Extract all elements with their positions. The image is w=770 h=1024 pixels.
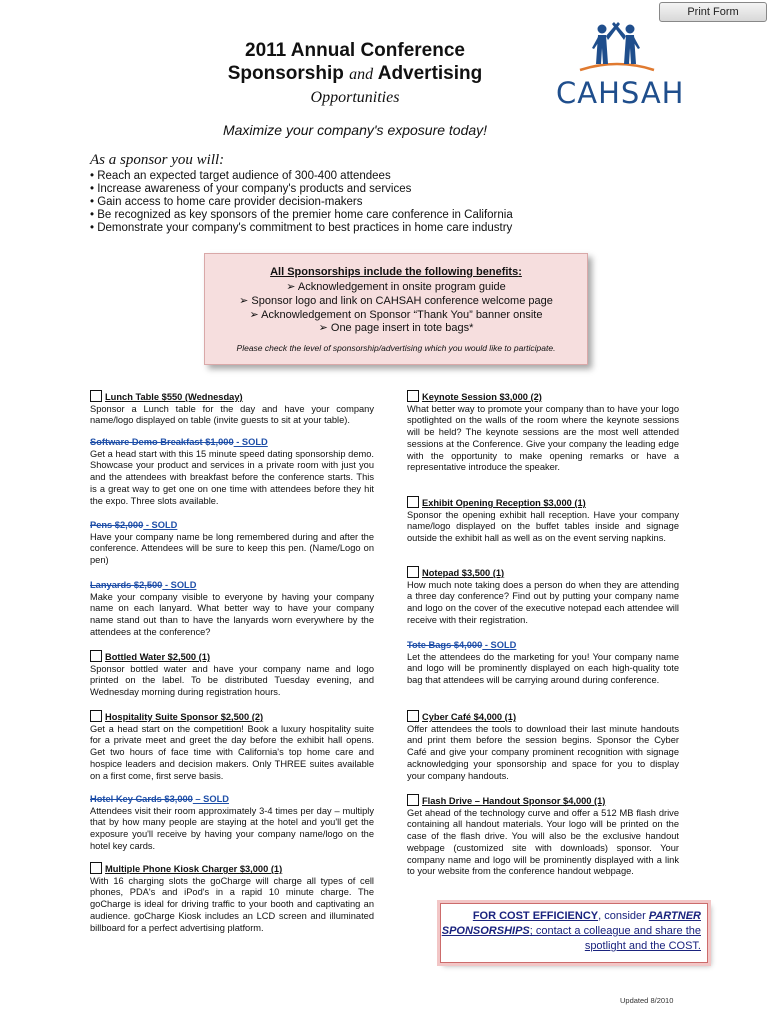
- option-description: Attendees visit their room approximately 3-4 times per day – multiply that by how many people are staying at the hotel and you'll get the exposure you'll receive by having your company name/logo on the hotel key cards.: [90, 805, 374, 851]
- benefit-item: ➢ Acknowledgement in onsite program guide: [286, 281, 506, 293]
- left-options-column: [90, 390, 374, 933]
- option-title: Exhibit Opening Reception $3,000 (1): [422, 498, 586, 508]
- option-description: Make your company visible to everyone by having your company name on each lanyard. What better way to have your company name stand out than to have the lanyards worn everywhere by the attendees at the conference?: [90, 591, 374, 637]
- option-description: How much note taking does a person do when they are attending a three day conference? Find out by putting your company name and logo on the cover of the executive notepad each attendee will receive with their registration.: [407, 579, 679, 625]
- partner-callout: [440, 903, 708, 963]
- phone-kiosk-checkbox[interactable]: [90, 862, 102, 874]
- keynote-session-checkbox[interactable]: [407, 390, 419, 402]
- partner-line1: FOR COST EFFICIENCY, consider PARTNER: [472, 910, 701, 922]
- option-description: Offer attendees the tools to download their last minute handouts and print them before the session begins. Sponsor the Cyber Café and give your company prominent recognition with signage acknowledging your sponsorship and space for you to display your company handouts.: [407, 723, 679, 781]
- option-software-demo: [90, 437, 374, 507]
- right-options-column: [407, 390, 679, 910]
- benefits-note: Please check the level of sponsorship/advertising which you would like to participate.: [236, 343, 556, 353]
- benefit-item: ➢ Sponsor logo and link on CAHSAH conference welcome page: [239, 295, 553, 307]
- option-title: Hospitality Suite Sponsor $2,500 (2): [105, 712, 264, 722]
- page-subtitle: Opportunities: [310, 89, 400, 106]
- option-description: Let the attendees do the marketing for you! Your company name and logo will be prominently displayed on each high-quality tote bag that attendees will be carrying around during conference.: [407, 651, 679, 686]
- option-notepad: [407, 566, 679, 627]
- bullet-item: • Gain access to home care provider decision-makers: [90, 196, 363, 208]
- option-title: Notepad $3,500 (1): [422, 568, 505, 578]
- partner-line2: SPONSORSHIPS; contact a colleague and share the: [441, 925, 701, 937]
- flash-drive-checkbox[interactable]: [407, 794, 419, 806]
- hospitality-suite-checkbox[interactable]: [90, 710, 102, 722]
- notepad-checkbox[interactable]: [407, 566, 419, 578]
- lunch-table-checkbox[interactable]: [90, 390, 102, 402]
- tagline: Maximize your company's exposure today!: [222, 122, 488, 138]
- page-title-line2: Sponsorship and Advertising: [227, 63, 483, 84]
- bullet-item: • Reach an expected target audience of 300-400 attendees: [90, 170, 391, 182]
- option-title-sold: Pens $2,000 - SOLD: [90, 520, 178, 530]
- option-flash-drive: [407, 794, 679, 878]
- print-form-button[interactable]: Print Form: [659, 2, 767, 22]
- option-title: Keynote Session $3,000 (2): [422, 392, 542, 402]
- sponsor-intro: As a sponsor you will:: [90, 152, 225, 168]
- option-description: With 16 charging slots the goCharge will charge all types of cell phones, PDA's and iPod's in a rapid 10 minute charge. The goCharge is ideal for driving traffic to your booth and captivating an audience. goCharge Kiosk includes an LCD screen and illuminated billboard for a perfect advertising platform.: [90, 875, 374, 933]
- option-description: Sponsor the opening exhibit hall reception. Have your company name/logo displayed on the buffet tables inside and signage outside the exhibit hall as well as on the event serving napkins.: [407, 509, 679, 544]
- option-title: Lunch Table $550 (Wednesday): [105, 392, 243, 402]
- option-title-sold: Lanyards $2,500 - SOLD: [90, 580, 197, 590]
- option-description: What better way to promote your company than to have your logo spotlighted on the walls of the room where the keynote sessions will be held? The keynote sessions are the most well attended sessions at the Conference. Give your company the leading edge with the opportunity to make opening remarks or have a representative introduce the speaker.: [407, 403, 679, 473]
- option-title-sold: Software Demo Breakfast $1,000 - SOLD: [90, 437, 268, 447]
- option-tote-bags: [407, 640, 679, 687]
- option-title: Bottled Water $2,500 (1): [105, 652, 211, 662]
- bullet-item: • Demonstrate your company's commitment to best practices in home care industry: [90, 222, 513, 234]
- bottled-water-checkbox[interactable]: [90, 650, 102, 662]
- option-description: Have your company name be long remembered during and after the conference. Attendees will be sure to keep this pen. (Name/Logo on pen): [90, 531, 374, 566]
- option-pens: [90, 520, 374, 567]
- option-phone-kiosk: [90, 862, 374, 934]
- bullet-item: • Increase awareness of your company's products and services: [90, 183, 412, 195]
- option-hospitality-suite: [90, 710, 374, 782]
- updated-date: Updated 8/2010: [620, 996, 674, 1005]
- option-description: Get ahead of the technology curve and offer a 512 MB flash drive containing all handout materials. Your logo will be printed on the case of the flash drive. You will also be the exclusive handout webpage (customized site with downloads) sponsor. Your company name and logo will be prominently displayed with a link to your website from the conference handout webpage.: [407, 807, 679, 877]
- option-title-sold: Hotel Key Cards $3,000 – SOLD: [90, 794, 230, 804]
- option-description: Get a head start with this 15 minute speed dating sponsorship demo. Showcase your product and services in a private room with just you and the attendees with breakfast before the conference starts. This is a great way to get one on one time with attendees before they hit the expo. Three slots available.: [90, 448, 374, 506]
- option-description: Sponsor bottled water and have your company name and logo printed on the label. To be distributed Tuesday evening, and Wednesday morning during registration hours.: [90, 663, 374, 698]
- option-exhibit-reception: [407, 496, 679, 545]
- bullet-item: • Be recognized as key sponsors of the premier home care conference in California: [90, 209, 513, 221]
- option-title: Cyber Café $4,000 (1): [422, 712, 517, 722]
- option-title: Flash Drive – Handout Sponsor $4,000 (1): [422, 796, 606, 806]
- option-description: Sponsor a Lunch table for the day and have your company name/logo displayed on table (invite guests to sit at your table).: [90, 403, 374, 426]
- option-title: Multiple Phone Kiosk Charger $3,000 (1): [105, 864, 283, 874]
- option-hotel-key-cards: [90, 794, 374, 853]
- cyber-cafe-checkbox[interactable]: [407, 710, 419, 722]
- option-title-sold: Tote Bags $4,000 - SOLD: [407, 640, 517, 650]
- option-keynote-session: [407, 390, 679, 474]
- option-lanyards: [90, 580, 374, 639]
- option-bottled-water: [90, 650, 374, 699]
- partner-line3: spotlight and the COST.: [584, 940, 701, 952]
- option-lunch-table: [90, 390, 374, 427]
- benefit-item: ➢ One page insert in tote bags*: [318, 322, 474, 334]
- logo-text: CAHSAH: [556, 76, 685, 110]
- option-cyber-cafe: [407, 710, 679, 782]
- page-title: 2011 Annual Conference: [245, 40, 465, 61]
- benefits-box: [204, 253, 588, 365]
- option-description: Get a head start on the competition! Book a luxury hospitality suite for a private meet and greet the day before the exhibit hall opens. Get two hours of face time with California's top home care and hospice leaders and decision makers. Only THREE suites available on a first come, first serve basis.: [90, 723, 374, 781]
- exhibit-reception-checkbox[interactable]: [407, 496, 419, 508]
- benefit-item: ➢ Acknowledgement on Sponsor “Thank You” banner onsite: [249, 309, 543, 321]
- benefits-heading: All Sponsorships include the following benefits:: [270, 266, 522, 278]
